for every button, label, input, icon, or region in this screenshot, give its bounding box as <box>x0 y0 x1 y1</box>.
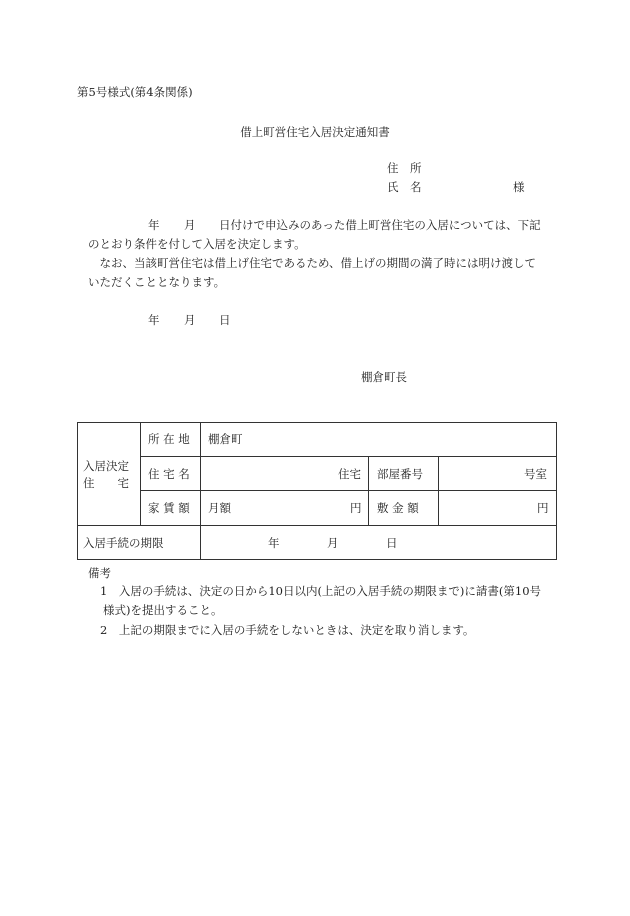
room-suffix: 号室 <box>524 467 547 481</box>
rent-label: 家 賃 額 <box>148 501 190 515</box>
rent-unit: 円 <box>350 501 362 515</box>
remark-item-1-line-2: 様式)を提出すること。 <box>103 603 223 617</box>
decision-table <box>77 422 557 560</box>
honorific: 様 <box>513 180 525 194</box>
address-label: 住 所 <box>387 161 422 175</box>
table-rule <box>140 456 557 457</box>
deadline-year: 年 <box>268 536 280 550</box>
table-rule <box>140 490 557 491</box>
table-rule <box>77 525 557 526</box>
remarks-heading: 備考 <box>88 566 111 580</box>
table-border-right <box>556 422 557 560</box>
issue-date-year: 年 <box>148 313 160 327</box>
table-rule <box>200 422 201 560</box>
name-label: 氏 名 <box>387 180 422 194</box>
table-border-top <box>77 422 557 423</box>
form-number: 第5号様式(第4条関係) <box>77 85 193 99</box>
location-value: 棚倉町 <box>208 432 243 446</box>
issue-date-month: 月 <box>184 313 196 327</box>
table-rule <box>368 456 369 525</box>
house-suffix: 住宅 <box>338 467 361 481</box>
table-rule <box>438 456 439 525</box>
body-line-4: いただくこととなります。 <box>88 275 226 289</box>
deadline-label: 入居手続の期限 <box>83 536 164 550</box>
remark-item-1-line-1: 1 入居の手続は、決定の日から10日以内(上記の入居手続の期限まで)に請書(第10号 <box>100 584 542 598</box>
document-title: 借上町営住宅入居決定通知書 <box>240 125 390 139</box>
deadline-day: 日 <box>386 536 398 550</box>
rent-prefix: 月額 <box>208 501 231 515</box>
deadline-month: 月 <box>327 536 339 550</box>
table-rule <box>140 422 141 525</box>
body-line-3: なお、当該町営住宅は借上げ住宅であるため、借上げの期間の満了時には明け渡して <box>88 256 537 270</box>
group-label-line-1: 入居決定 <box>83 459 129 473</box>
deposit-unit: 円 <box>537 501 549 515</box>
issue-date-day: 日 <box>219 313 231 327</box>
issuer: 棚倉町長 <box>361 370 407 384</box>
location-label: 所 在 地 <box>148 432 190 446</box>
body-date-month: 月 <box>184 218 196 232</box>
table-border-bottom <box>77 559 557 560</box>
body-line-1: 日付けで申込みのあった借上町営住宅の入居については、下記 <box>219 218 541 232</box>
table-border-left <box>77 422 78 560</box>
remark-item-2: 2 上記の期限までに入居の手続をしないときは、決定を取り消します。 <box>100 623 475 637</box>
body-line-2: のとおり条件を付して入居を決定します。 <box>88 237 306 251</box>
body-date-year: 年 <box>148 218 160 232</box>
house-name-label: 住 宅 名 <box>148 467 190 481</box>
deposit-label: 敷 金 額 <box>377 501 419 515</box>
group-label-line-2: 住 宅 <box>83 476 129 490</box>
room-number-label: 部屋番号 <box>377 467 423 481</box>
